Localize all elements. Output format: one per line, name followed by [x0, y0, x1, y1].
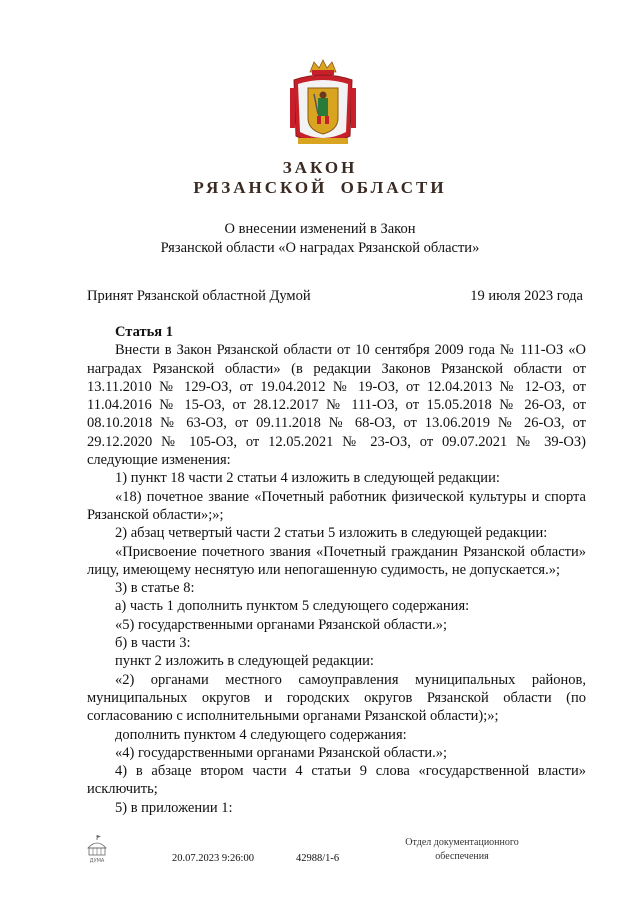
timestamp: 20.07.2023 9:26:00: [172, 853, 254, 864]
paragraph: «2) органами местного самоуправления муниципальных районов, муниципальных округов и городских округов Рязанской области (по согласованию с исполнительными органами Рязанской области);»;: [87, 671, 586, 725]
subtitle-line-1: О внесении изменений в Закон: [224, 221, 416, 237]
coat-of-arms-icon: [288, 58, 358, 154]
paragraph: «5) государственными органами Рязанской области.»;: [115, 616, 448, 633]
paragraph: 5) в приложении 1:: [115, 799, 233, 816]
paragraph: «18) почетное звание «Почетный работник физической культуры и спорта Рязанской области»;»;: [87, 488, 586, 523]
paragraph: б) в части 3:: [115, 635, 191, 652]
paragraph: «Присвоение почетного звания «Почетный гражданин Рязанской области» лицу, имеющему неснятую или непогашенную судимость, не допускается.»;: [87, 543, 586, 578]
law-title: ЗАКОН: [282, 158, 358, 177]
region-title: РЯЗАНСКОЙ ОБЛАСТИ: [193, 178, 447, 197]
duma-building-icon: [84, 834, 110, 864]
paragraph: 1) пункт 18 части 2 статьи 4 изложить в следующей редакции:: [115, 470, 500, 487]
article-title: Статья 1: [115, 324, 173, 340]
paragraph: 2) абзац четвертый части 2 статьи 5 изложить в следующей редакции:: [115, 525, 548, 542]
adopted-by: Принят Рязанской областной Думой: [87, 288, 311, 304]
dept-line-1: Отдел документационного: [405, 837, 519, 848]
paragraph: а) часть 1 дополнить пунктом 5 следующего содержания:: [115, 598, 470, 615]
dept-line-2: обеспечения: [435, 851, 489, 862]
paragraph: 4) в абзаце втором части 4 статьи 9 слова «государственной власти» исключить;: [87, 763, 586, 798]
document-number: 42988/1-6: [296, 853, 340, 864]
department-stamp: [392, 836, 532, 864]
paragraph: Внести в Закон Рязанской области от 10 сентября 2009 года № 111-ОЗ «О наградах Рязанской области» (в редакции Законов Рязанской области от 13.11.2010 № 129-ОЗ, от 19.04.2012 № 19-ОЗ, от 12.04.2013 № 12-ОЗ, от 11.04.2016 № 15-ОЗ, от 28.12.2017 № 111-ОЗ, от 15.05.2018 № 26-ОЗ, от 08.10.2018 № 63-ОЗ, от 09.11.2018 № 68-ОЗ, от 13.06.2019 № 26-ОЗ, от 29.12.2020 № 105-ОЗ, от 12.05.2021 № 23-ОЗ, от 09.07.2021 № 39-ОЗ) следующие изменения:: [87, 342, 586, 469]
adoption-date: 19 июля 2023 года: [470, 288, 583, 304]
subtitle-line-2: Рязанской области «О наградах Рязанской области»: [160, 240, 480, 256]
logo-text: ДУМА: [89, 858, 105, 864]
paragraph: дополнить пунктом 4 следующего содержания:: [115, 726, 407, 743]
paragraph: пункт 2 изложить в следующей редакции:: [115, 653, 374, 670]
law-subtitle: [0, 220, 640, 258]
paragraph: «4) государственными органами Рязанской области.»;: [115, 744, 448, 761]
paragraph: 3) в статье 8:: [115, 580, 195, 597]
law-body: [87, 323, 586, 817]
